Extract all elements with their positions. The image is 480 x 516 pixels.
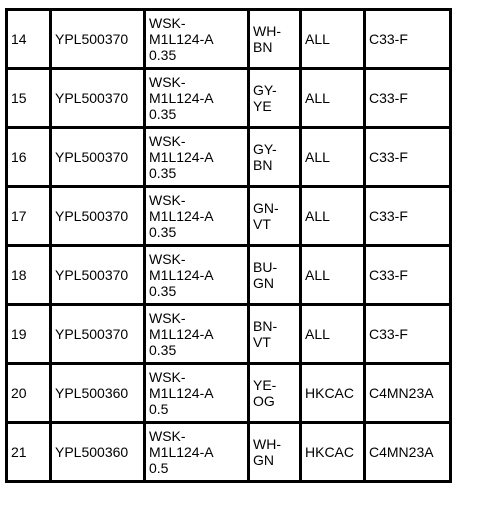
- cell-connector: C4MN23A: [365, 423, 451, 482]
- cell-connector: C33-F: [365, 246, 451, 305]
- cell-wire-spec: WSK- M1L124-A 0.35: [145, 187, 249, 246]
- cell-variant: ALL: [301, 128, 365, 187]
- cell-connector: C4MN23A: [365, 364, 451, 423]
- cell-index: 21: [7, 423, 51, 482]
- cell-variant: ALL: [301, 69, 365, 128]
- cell-index: 19: [7, 305, 51, 364]
- cell-wire-spec: WSK- M1L124-A 0.35: [145, 305, 249, 364]
- cell-variant: HKCAC: [301, 423, 365, 482]
- cell-index: 16: [7, 128, 51, 187]
- table-row: [7, 246, 451, 305]
- cell-part-number: YPL500370: [51, 246, 145, 305]
- cell-color: GN- VT: [249, 187, 301, 246]
- cell-variant: ALL: [301, 187, 365, 246]
- cell-color: YE- OG: [249, 364, 301, 423]
- cell-variant: ALL: [301, 305, 365, 364]
- table-row: [7, 69, 451, 128]
- cell-connector: C33-F: [365, 69, 451, 128]
- cell-connector: C33-F: [365, 10, 451, 69]
- wire-table-body: [7, 10, 451, 482]
- cell-variant: HKCAC: [301, 364, 365, 423]
- cell-color: GY- YE: [249, 69, 301, 128]
- cell-connector: C33-F: [365, 128, 451, 187]
- cell-index: 14: [7, 10, 51, 69]
- cell-index: 15: [7, 69, 51, 128]
- cell-wire-spec: WSK- M1L124-A 0.35: [145, 10, 249, 69]
- wire-table: [5, 8, 452, 483]
- cell-index: 17: [7, 187, 51, 246]
- table-row: [7, 128, 451, 187]
- table-row: [7, 364, 451, 423]
- cell-color: GY- BN: [249, 128, 301, 187]
- cell-color: BN- VT: [249, 305, 301, 364]
- cell-index: 20: [7, 364, 51, 423]
- cell-wire-spec: WSK- M1L124-A 0.35: [145, 69, 249, 128]
- cell-part-number: YPL500360: [51, 423, 145, 482]
- cell-wire-spec: WSK- M1L124-A 0.5: [145, 423, 249, 482]
- cell-wire-spec: WSK- M1L124-A 0.35: [145, 246, 249, 305]
- cell-connector: C33-F: [365, 305, 451, 364]
- cell-part-number: YPL500370: [51, 305, 145, 364]
- cell-connector: C33-F: [365, 187, 451, 246]
- cell-part-number: YPL500360: [51, 364, 145, 423]
- cell-part-number: YPL500370: [51, 187, 145, 246]
- table-row: [7, 423, 451, 482]
- cell-color: WH- GN: [249, 423, 301, 482]
- cell-part-number: YPL500370: [51, 10, 145, 69]
- cell-wire-spec: WSK- M1L124-A 0.35: [145, 128, 249, 187]
- cell-color: BU- GN: [249, 246, 301, 305]
- cell-variant: ALL: [301, 10, 365, 69]
- table-row: [7, 187, 451, 246]
- cell-wire-spec: WSK- M1L124-A 0.5: [145, 364, 249, 423]
- table-row: [7, 10, 451, 69]
- cell-index: 18: [7, 246, 51, 305]
- cell-color: WH- BN: [249, 10, 301, 69]
- cell-part-number: YPL500370: [51, 69, 145, 128]
- cell-part-number: YPL500370: [51, 128, 145, 187]
- table-row: [7, 305, 451, 364]
- cell-variant: ALL: [301, 246, 365, 305]
